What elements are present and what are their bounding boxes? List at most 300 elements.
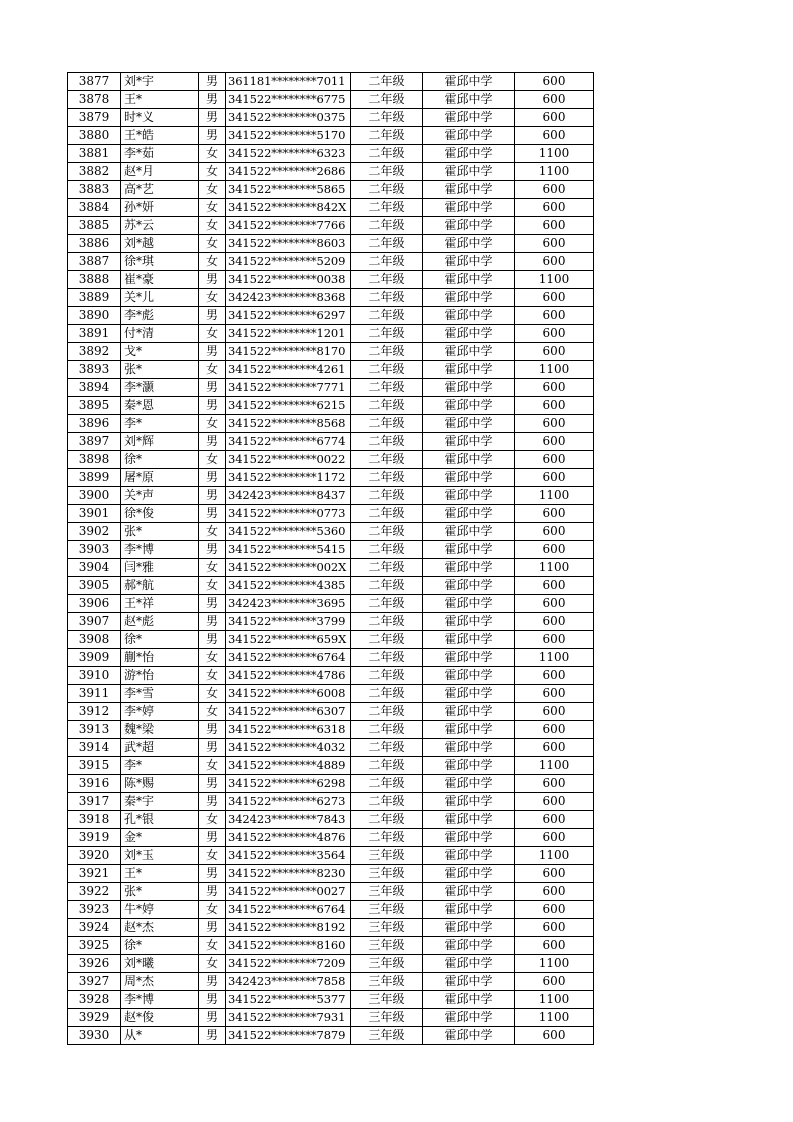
id-number-cell: 341522********5415 [226,541,351,559]
amount-cell: 1100 [515,361,594,379]
table-row [68,379,594,397]
table-row [68,1009,594,1027]
serial-number-cell: 3911 [68,685,121,703]
grade-cell: 二年级 [351,145,423,163]
id-number-cell: 341522********0375 [226,109,351,127]
gender-cell: 女 [199,415,226,433]
id-number-cell: 341522********6318 [226,721,351,739]
student-name-cell: 李*婷 [121,703,199,721]
gender-cell: 男 [199,721,226,739]
table-row [68,541,594,559]
amount-cell: 600 [515,721,594,739]
amount-cell: 600 [515,181,594,199]
gender-cell: 男 [199,343,226,361]
student-name-cell: 牛*婷 [121,901,199,919]
amount-cell: 600 [515,703,594,721]
table-row [68,235,594,253]
grade-cell: 二年级 [351,559,423,577]
amount-cell: 1100 [515,955,594,973]
serial-number-cell: 3902 [68,523,121,541]
serial-number-cell: 3877 [68,73,121,91]
serial-number-cell: 3905 [68,577,121,595]
gender-cell: 女 [199,667,226,685]
grade-cell: 二年级 [351,505,423,523]
table-row [68,793,594,811]
amount-cell: 600 [515,433,594,451]
school-cell: 霍邱中学 [423,379,515,397]
school-cell: 霍邱中学 [423,451,515,469]
amount-cell: 600 [515,829,594,847]
gender-cell: 女 [199,937,226,955]
student-name-cell: 屠*原 [121,469,199,487]
serial-number-cell: 3926 [68,955,121,973]
amount-cell: 1100 [515,163,594,181]
gender-cell: 男 [199,919,226,937]
gender-cell: 女 [199,181,226,199]
id-number-cell: 342423********7843 [226,811,351,829]
table-row [68,199,594,217]
gender-cell: 男 [199,541,226,559]
id-number-cell: 341522********0773 [226,505,351,523]
table-row [68,559,594,577]
gender-cell: 男 [199,613,226,631]
id-number-cell: 341522********6764 [226,901,351,919]
amount-cell: 1100 [515,1009,594,1027]
school-cell: 霍邱中学 [423,145,515,163]
student-name-cell: 游*怡 [121,667,199,685]
gender-cell: 女 [199,649,226,667]
grade-cell: 二年级 [351,703,423,721]
student-name-cell: 金* [121,829,199,847]
gender-cell: 女 [199,559,226,577]
gender-cell: 女 [199,451,226,469]
student-name-cell: 陈*赐 [121,775,199,793]
amount-cell: 1100 [515,757,594,775]
grade-cell: 二年级 [351,757,423,775]
student-name-cell: 李*彪 [121,307,199,325]
amount-cell: 1100 [515,487,594,505]
school-cell: 霍邱中学 [423,181,515,199]
gender-cell: 男 [199,793,226,811]
gender-cell: 男 [199,469,226,487]
table-row [68,721,594,739]
id-number-cell: 342423********8437 [226,487,351,505]
grade-cell: 二年级 [351,487,423,505]
id-number-cell: 341522********8192 [226,919,351,937]
amount-cell: 600 [515,667,594,685]
table-row [68,577,594,595]
grade-cell: 二年级 [351,415,423,433]
id-number-cell: 341522********7771 [226,379,351,397]
student-name-cell: 刘*曦 [121,955,199,973]
serial-number-cell: 3907 [68,613,121,631]
id-number-cell: 341522********842X [226,199,351,217]
id-number-cell: 341522********7879 [226,1027,351,1045]
table-row [68,127,594,145]
gender-cell: 女 [199,901,226,919]
student-name-cell: 徐* [121,937,199,955]
gender-cell: 男 [199,973,226,991]
student-name-cell: 徐* [121,631,199,649]
amount-cell: 600 [515,199,594,217]
student-name-cell: 秦*宇 [121,793,199,811]
serial-number-cell: 3887 [68,253,121,271]
school-cell: 霍邱中学 [423,253,515,271]
grade-cell: 二年级 [351,451,423,469]
school-cell: 霍邱中学 [423,271,515,289]
grade-cell: 二年级 [351,271,423,289]
amount-cell: 600 [515,577,594,595]
student-name-cell: 戈* [121,343,199,361]
table-row [68,217,594,235]
table-row [68,775,594,793]
id-number-cell: 341522********0027 [226,883,351,901]
amount-cell: 600 [515,109,594,127]
school-cell: 霍邱中学 [423,505,515,523]
school-cell: 霍邱中学 [423,487,515,505]
grade-cell: 二年级 [351,199,423,217]
gender-cell: 男 [199,73,226,91]
id-number-cell: 341522********3564 [226,847,351,865]
school-cell: 霍邱中学 [423,883,515,901]
serial-number-cell: 3879 [68,109,121,127]
id-number-cell: 341522********002X [226,559,351,577]
amount-cell: 600 [515,1027,594,1045]
id-number-cell: 341522********5360 [226,523,351,541]
serial-number-cell: 3918 [68,811,121,829]
id-number-cell: 341522********6297 [226,307,351,325]
gender-cell: 男 [199,865,226,883]
id-number-cell: 342423********7858 [226,973,351,991]
serial-number-cell: 3927 [68,973,121,991]
gender-cell: 男 [199,433,226,451]
gender-cell: 男 [199,487,226,505]
id-number-cell: 341522********6775 [226,91,351,109]
serial-number-cell: 3881 [68,145,121,163]
student-name-cell: 郝*航 [121,577,199,595]
table-row [68,865,594,883]
table-row [68,613,594,631]
serial-number-cell: 3885 [68,217,121,235]
amount-cell: 1100 [515,991,594,1009]
id-number-cell: 341522********8170 [226,343,351,361]
grade-cell: 二年级 [351,181,423,199]
student-name-cell: 徐* [121,451,199,469]
table-row [68,253,594,271]
student-name-cell: 秦*恩 [121,397,199,415]
table-row [68,181,594,199]
serial-number-cell: 3883 [68,181,121,199]
id-number-cell: 341522********6298 [226,775,351,793]
student-name-cell: 高*艺 [121,181,199,199]
gender-cell: 男 [199,739,226,757]
amount-cell: 600 [515,631,594,649]
gender-cell: 女 [199,217,226,235]
grade-cell: 二年级 [351,361,423,379]
grade-cell: 三年级 [351,901,423,919]
gender-cell: 女 [199,757,226,775]
grade-cell: 二年级 [351,577,423,595]
grade-cell: 二年级 [351,469,423,487]
table-row [68,397,594,415]
amount-cell: 600 [515,883,594,901]
student-name-cell: 武*超 [121,739,199,757]
gender-cell: 女 [199,703,226,721]
student-subsidy-table [67,72,594,1045]
amount-cell: 600 [515,505,594,523]
table-row [68,631,594,649]
grade-cell: 二年级 [351,235,423,253]
table-row [68,469,594,487]
id-number-cell: 341522********8160 [226,937,351,955]
amount-cell: 600 [515,307,594,325]
id-number-cell: 341522********6323 [226,145,351,163]
student-name-cell: 蒯*怡 [121,649,199,667]
grade-cell: 二年级 [351,73,423,91]
school-cell: 霍邱中学 [423,577,515,595]
grade-cell: 三年级 [351,937,423,955]
amount-cell: 600 [515,685,594,703]
serial-number-cell: 3882 [68,163,121,181]
amount-cell: 600 [515,91,594,109]
gender-cell: 男 [199,775,226,793]
amount-cell: 1100 [515,847,594,865]
amount-cell: 600 [515,595,594,613]
school-cell: 霍邱中学 [423,757,515,775]
serial-number-cell: 3878 [68,91,121,109]
table-row [68,451,594,469]
grade-cell: 二年级 [351,343,423,361]
serial-number-cell: 3894 [68,379,121,397]
student-name-cell: 刘*越 [121,235,199,253]
student-name-cell: 李*博 [121,991,199,1009]
amount-cell: 600 [515,235,594,253]
gender-cell: 男 [199,631,226,649]
serial-number-cell: 3890 [68,307,121,325]
grade-cell: 二年级 [351,685,423,703]
gender-cell: 男 [199,397,226,415]
gender-cell: 男 [199,109,226,127]
id-number-cell: 341522********5377 [226,991,351,1009]
table-row [68,667,594,685]
amount-cell: 600 [515,127,594,145]
serial-number-cell: 3893 [68,361,121,379]
grade-cell: 二年级 [351,649,423,667]
school-cell: 霍邱中学 [423,199,515,217]
school-cell: 霍邱中学 [423,217,515,235]
id-number-cell: 341522********1172 [226,469,351,487]
school-cell: 霍邱中学 [423,289,515,307]
gender-cell: 男 [199,505,226,523]
amount-cell: 1100 [515,271,594,289]
id-number-cell: 341522********5170 [226,127,351,145]
grade-cell: 二年级 [351,433,423,451]
serial-number-cell: 3913 [68,721,121,739]
gender-cell: 女 [199,163,226,181]
grade-cell: 二年级 [351,325,423,343]
school-cell: 霍邱中学 [423,667,515,685]
school-cell: 霍邱中学 [423,793,515,811]
amount-cell: 600 [515,775,594,793]
table-row [68,757,594,775]
amount-cell: 600 [515,415,594,433]
serial-number-cell: 3914 [68,739,121,757]
school-cell: 霍邱中学 [423,1009,515,1027]
grade-cell: 二年级 [351,307,423,325]
id-number-cell: 341522********6764 [226,649,351,667]
serial-number-cell: 3908 [68,631,121,649]
id-number-cell: 341522********659X [226,631,351,649]
table-row [68,739,594,757]
amount-cell: 600 [515,289,594,307]
student-name-cell: 孔*银 [121,811,199,829]
amount-cell: 600 [515,253,594,271]
school-cell: 霍邱中学 [423,307,515,325]
amount-cell: 600 [515,325,594,343]
grade-cell: 三年级 [351,955,423,973]
id-number-cell: 341522********4385 [226,577,351,595]
serial-number-cell: 3901 [68,505,121,523]
gender-cell: 女 [199,199,226,217]
grade-cell: 二年级 [351,289,423,307]
gender-cell: 男 [199,127,226,145]
school-cell: 霍邱中学 [423,721,515,739]
gender-cell: 男 [199,829,226,847]
grade-cell: 三年级 [351,1027,423,1045]
school-cell: 霍邱中学 [423,955,515,973]
school-cell: 霍邱中学 [423,613,515,631]
student-name-cell: 李*雪 [121,685,199,703]
student-name-cell: 王*祥 [121,595,199,613]
grade-cell: 二年级 [351,829,423,847]
school-cell: 霍邱中学 [423,865,515,883]
gender-cell: 男 [199,883,226,901]
student-name-cell: 赵*彪 [121,613,199,631]
student-name-cell: 张* [121,523,199,541]
serial-number-cell: 3924 [68,919,121,937]
id-number-cell: 341522********6307 [226,703,351,721]
amount-cell: 1100 [515,649,594,667]
id-number-cell: 341522********4032 [226,739,351,757]
amount-cell: 600 [515,217,594,235]
school-cell: 霍邱中学 [423,919,515,937]
school-cell: 霍邱中学 [423,415,515,433]
school-cell: 霍邱中学 [423,991,515,1009]
id-number-cell: 341522********3799 [226,613,351,631]
table-row [68,811,594,829]
amount-cell: 600 [515,379,594,397]
school-cell: 霍邱中学 [423,73,515,91]
gender-cell: 男 [199,379,226,397]
gender-cell: 女 [199,811,226,829]
amount-cell: 600 [515,973,594,991]
school-cell: 霍邱中学 [423,433,515,451]
amount-cell: 600 [515,541,594,559]
school-cell: 霍邱中学 [423,937,515,955]
table-row [68,145,594,163]
id-number-cell: 341522********6273 [226,793,351,811]
amount-cell: 600 [515,343,594,361]
serial-number-cell: 3891 [68,325,121,343]
gender-cell: 女 [199,235,226,253]
school-cell: 霍邱中学 [423,109,515,127]
amount-cell: 600 [515,919,594,937]
serial-number-cell: 3886 [68,235,121,253]
grade-cell: 二年级 [351,379,423,397]
id-number-cell: 341522********6215 [226,397,351,415]
grade-cell: 二年级 [351,595,423,613]
serial-number-cell: 3925 [68,937,121,955]
grade-cell: 三年级 [351,973,423,991]
school-cell: 霍邱中学 [423,325,515,343]
school-cell: 霍邱中学 [423,541,515,559]
grade-cell: 二年级 [351,793,423,811]
table-row [68,325,594,343]
table-row [68,685,594,703]
student-name-cell: 刘*辉 [121,433,199,451]
amount-cell: 600 [515,73,594,91]
grade-cell: 二年级 [351,127,423,145]
student-name-cell: 关*声 [121,487,199,505]
amount-cell: 1100 [515,145,594,163]
student-name-cell: 李*灏 [121,379,199,397]
school-cell: 霍邱中学 [423,397,515,415]
school-cell: 霍邱中学 [423,703,515,721]
student-name-cell: 徐*琪 [121,253,199,271]
id-number-cell: 341522********1201 [226,325,351,343]
grade-cell: 二年级 [351,109,423,127]
serial-number-cell: 3909 [68,649,121,667]
serial-number-cell: 3929 [68,1009,121,1027]
gender-cell: 男 [199,991,226,1009]
serial-number-cell: 3892 [68,343,121,361]
id-number-cell: 341522********5865 [226,181,351,199]
table-row [68,901,594,919]
amount-cell: 600 [515,451,594,469]
student-name-cell: 周*杰 [121,973,199,991]
serial-number-cell: 3888 [68,271,121,289]
table-row [68,361,594,379]
serial-number-cell: 3906 [68,595,121,613]
serial-number-cell: 3899 [68,469,121,487]
table-row [68,307,594,325]
school-cell: 霍邱中学 [423,973,515,991]
school-cell: 霍邱中学 [423,127,515,145]
id-number-cell: 341522********2686 [226,163,351,181]
grade-cell: 三年级 [351,991,423,1009]
school-cell: 霍邱中学 [423,163,515,181]
table-row [68,883,594,901]
serial-number-cell: 3915 [68,757,121,775]
grade-cell: 二年级 [351,397,423,415]
table-row [68,919,594,937]
id-number-cell: 341522********0038 [226,271,351,289]
grade-cell: 二年级 [351,613,423,631]
school-cell: 霍邱中学 [423,739,515,757]
id-number-cell: 341522********8603 [226,235,351,253]
amount-cell: 600 [515,793,594,811]
table-row [68,523,594,541]
school-cell: 霍邱中学 [423,235,515,253]
school-cell: 霍邱中学 [423,631,515,649]
school-cell: 霍邱中学 [423,91,515,109]
table-row [68,829,594,847]
grade-cell: 二年级 [351,811,423,829]
serial-number-cell: 3919 [68,829,121,847]
id-number-cell: 341522********6008 [226,685,351,703]
serial-number-cell: 3895 [68,397,121,415]
table-row [68,271,594,289]
